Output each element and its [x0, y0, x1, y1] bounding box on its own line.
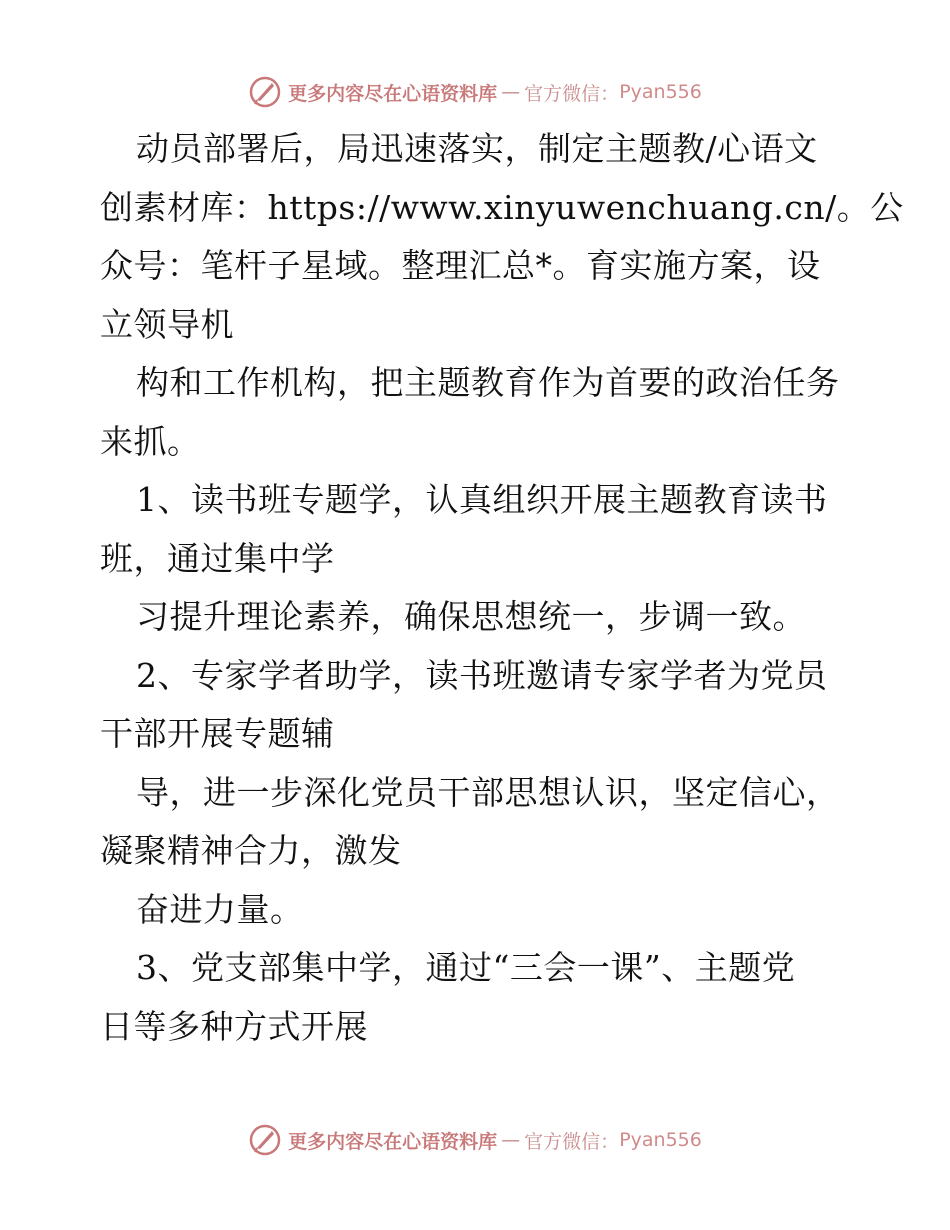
text-line: 动员部署后，局迅速落实，制定主题教/心语文 [136, 129, 818, 168]
watermark-brand-text: 更多内容尽在心语资料库 [288, 1130, 498, 1153]
watermark-footer [0, 1120, 950, 1160]
text-line: 立领导机 [100, 304, 234, 344]
watermark-wechat-label: 官方微信： [524, 82, 620, 105]
text-line: 3、党支部集中学，通过“三会一课”、主题党 [136, 948, 796, 987]
watermark-brand-text: 更多内容尽在心语资料库 [288, 82, 498, 105]
document-body [100, 120, 904, 1056]
text-line: 班，通过集中学 [100, 538, 335, 578]
text-line: 创素材库：https://www.xinyuwenchuang.cn/。公 [100, 187, 904, 227]
text-line: 1、读书班专题学，认真组织开展主题教育读书 [136, 480, 828, 519]
watermark-separator: — [501, 81, 521, 103]
watermark-wechat-label: 官方微信： [524, 1130, 620, 1153]
text-line: 2、专家学者助学，读书班邀请专家学者为党员 [136, 655, 828, 695]
text-line: 来抓。 [100, 421, 201, 461]
text-line: 日等多种方式开展 [100, 1006, 368, 1046]
text-line: 构和工作机构，把主题教育作为首要的政治任务 [136, 363, 840, 402]
watermark-wechat-id: Pyan556 [619, 81, 702, 103]
quill-logo-icon [248, 75, 282, 109]
text-line: 习提升理论素养，确保思想统一，步调一致。 [136, 597, 806, 636]
watermark-separator: — [501, 1129, 521, 1151]
text-line: 干部开展专题辅 [100, 714, 335, 753]
text-line: 奋进力量。 [136, 889, 304, 929]
watermark-header [0, 72, 950, 112]
text-line: 凝聚精神合力，激发 [100, 831, 402, 870]
text-line: 众号：笔杆子星域。整理汇总*。育实施方案，设 [100, 246, 821, 285]
quill-logo-icon [248, 1123, 282, 1157]
text-line: 导，进一步深化党员干部思想认识，坚定信心， [136, 772, 840, 812]
watermark-wechat-id: Pyan556 [619, 1129, 702, 1151]
